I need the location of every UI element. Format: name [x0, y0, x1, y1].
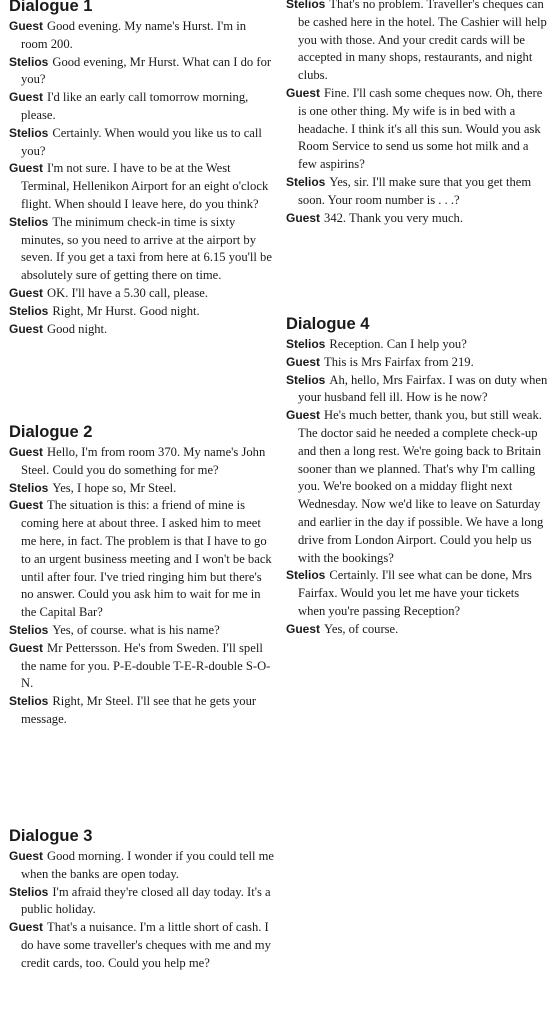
speaker-label: Stelios: [9, 694, 49, 709]
line-text: He's much better, thank you, but still weak. The doctor said he needed a complete check-up and then a long rest. We're going back to Britain sooner than we planned. That's why I'm calling you. We're booked on a midday flight next Wednesday. Now we'd like to leave on Saturday and earlier in the day if possible. We have a long drive from London Airport. Could you help us with the bookings?: [298, 408, 544, 565]
line-text: I'm afraid they're closed all day today. It's a public holiday.: [21, 884, 271, 917]
dialogue-2-title: Dialogue 2: [9, 423, 93, 441]
dialogue-4: [286, 314, 548, 639]
dialogue-line: [9, 497, 275, 622]
dialogue-line: [9, 693, 275, 729]
dialogue-line: [286, 85, 548, 174]
dialogue-line: [286, 0, 548, 85]
dialogue-line: [9, 444, 275, 480]
line-text: The minimum check-in time is sixty minutes, so you need to arrive at the airport by seven. If you get a taxi from here at 6.15 you'll be absolutely sure of getting there on time.: [21, 214, 272, 283]
speaker-label: Guest: [286, 85, 321, 100]
dialogue-4-title: Dialogue 4: [286, 315, 370, 333]
dialogue-line: [9, 89, 275, 125]
line-text: Yes, of course. what is his name?: [52, 622, 220, 637]
dialogue-line: [286, 336, 548, 354]
dialogue-line: [286, 621, 548, 639]
line-text: Good evening, Mr Hurst. What can I do for you?: [21, 54, 272, 87]
speaker-label: Guest: [9, 498, 44, 513]
speaker-label: Guest: [286, 354, 321, 369]
speaker-label: Guest: [9, 321, 44, 336]
speaker-label: Guest: [286, 408, 321, 423]
dialogue-line: [286, 567, 548, 620]
dialogue-line: [286, 174, 548, 210]
dialogue-1: [9, 0, 275, 338]
line-text: OK. I'll have a 5.30 call, please.: [47, 285, 209, 300]
line-text: Certainly. When would you like us to call you?: [21, 125, 262, 158]
line-text: I'm not sure. I have to be at the West Terminal, Hellenikon Airport for an eight o'clock flight. When should I leave here, do you think?: [21, 161, 269, 211]
speaker-label: Stelios: [286, 174, 326, 189]
dialogue-line: [9, 640, 275, 693]
dialogue-line: [9, 214, 275, 285]
dialogue-line: [286, 210, 548, 228]
line-text: Yes, I hope so, Mr Steel.: [52, 480, 177, 495]
dialogue-line: [9, 285, 275, 303]
speaker-label: Stelios: [9, 622, 49, 637]
line-text: This is Mrs Fairfax from 219.: [324, 354, 474, 369]
speaker-label: Guest: [286, 210, 321, 225]
speaker-label: Stelios: [9, 480, 49, 495]
line-text: Good evening. My name's Hurst. I'm in room 200.: [21, 19, 247, 51]
speaker-label: Stelios: [286, 337, 326, 351]
speaker-label: Guest: [9, 920, 44, 935]
line-text: That's no problem. Traveller's cheques can be cashed here in the hotel. The Cashier will help you with those. And your credit cards will be accepted in many shops, restaurants, and night clubs.: [298, 0, 547, 83]
speaker-label: Guest: [9, 19, 44, 33]
line-text: 342. Thank you very much.: [324, 210, 463, 225]
dialogue-line: [286, 372, 548, 408]
line-text: Fine. I'll cash some cheques now. Oh, there is one other thing. My wife is in bed with a headache. I think it's all this sun. Would you ask Room Service to send us some hot milk and a few aspirins?: [298, 85, 543, 172]
line-text: Mr Pettersson. He's from Sweden. I'll spell the name for you. P-E-double T-E-R-double S-O-N.: [21, 640, 271, 691]
speaker-label: Guest: [9, 445, 44, 459]
speaker-label: Stelios: [9, 303, 49, 318]
dialogue-line: [9, 160, 275, 213]
dialogue-line: [9, 884, 275, 920]
speaker-label: Guest: [9, 90, 44, 105]
dialogue-line: [9, 125, 275, 161]
speaker-label: Stelios: [9, 54, 49, 69]
line-text: Yes, sir. I'll make sure that you get them soon. Your room number is . . .?: [298, 174, 532, 207]
speaker-label: Stelios: [9, 125, 49, 140]
dialogue-line: [286, 354, 548, 372]
line-text: Reception. Can I help you?: [329, 337, 467, 351]
line-text: Hello, I'm from room 370. My name's John Steel. Could you do something for me?: [21, 445, 266, 477]
speaker-label: Guest: [9, 161, 44, 176]
dialogue-1-title: Dialogue 1: [9, 0, 93, 15]
speaker-label: Stelios: [9, 214, 49, 229]
dialogue-line: [9, 919, 275, 972]
speaker-label: Stelios: [286, 568, 326, 583]
dialogue-line: [9, 622, 275, 640]
line-text: Good morning. I wonder if you could tell me when the banks are open today.: [21, 849, 275, 881]
speaker-label: Stelios: [9, 884, 49, 899]
line-text: Yes, of course.: [324, 621, 399, 636]
dialogue-3: [9, 826, 275, 973]
dialogue-3-continued: [286, 0, 548, 227]
line-text: Certainly. I'll see what can be done, Mrs Fairfax. Would you let me have your tickets when you're passing Reception?: [298, 568, 532, 618]
dialogue-3-title: Dialogue 3: [9, 827, 93, 845]
line-text: The situation is this: a friend of mine is coming here at about three. I asked him to meet me here, in fact. The problem is that I have to go to an urgent business meeting and I won't be back until after four. I've tried ringing him but there's no answer. Could you ask him to wait for me in the Capital Bar?: [21, 498, 272, 620]
dialogue-line: [9, 54, 275, 90]
speaker-label: Stelios: [286, 372, 326, 387]
speaker-label: Guest: [286, 621, 321, 636]
speaker-label: Stelios: [286, 0, 326, 11]
speaker-label: Guest: [9, 640, 44, 655]
dialogue-line: [9, 18, 275, 54]
dialogue-line: [9, 480, 275, 498]
line-text: That's a nuisance. I'm a little short of cash. I do have some traveller's cheques with me and my credit cards, too. Could you help me?: [21, 920, 271, 970]
line-text: Good night.: [47, 321, 108, 336]
dialogue-line: [9, 303, 275, 321]
line-text: Ah, hello, Mrs Fairfax. I was on duty when your husband fell ill. How is he now?: [298, 372, 548, 405]
dialogue-2: [9, 422, 275, 729]
line-text: Right, Mr Steel. I'll see that he gets your message.: [21, 694, 257, 726]
speaker-label: Guest: [9, 285, 44, 300]
dialogue-line: [9, 848, 275, 884]
line-text: Right, Mr Hurst. Good night.: [52, 303, 200, 318]
speaker-label: Guest: [9, 849, 44, 863]
line-text: I'd like an early call tomorrow morning, please.: [21, 90, 249, 122]
dialogue-line: [286, 407, 548, 567]
dialogue-line: [9, 321, 275, 339]
